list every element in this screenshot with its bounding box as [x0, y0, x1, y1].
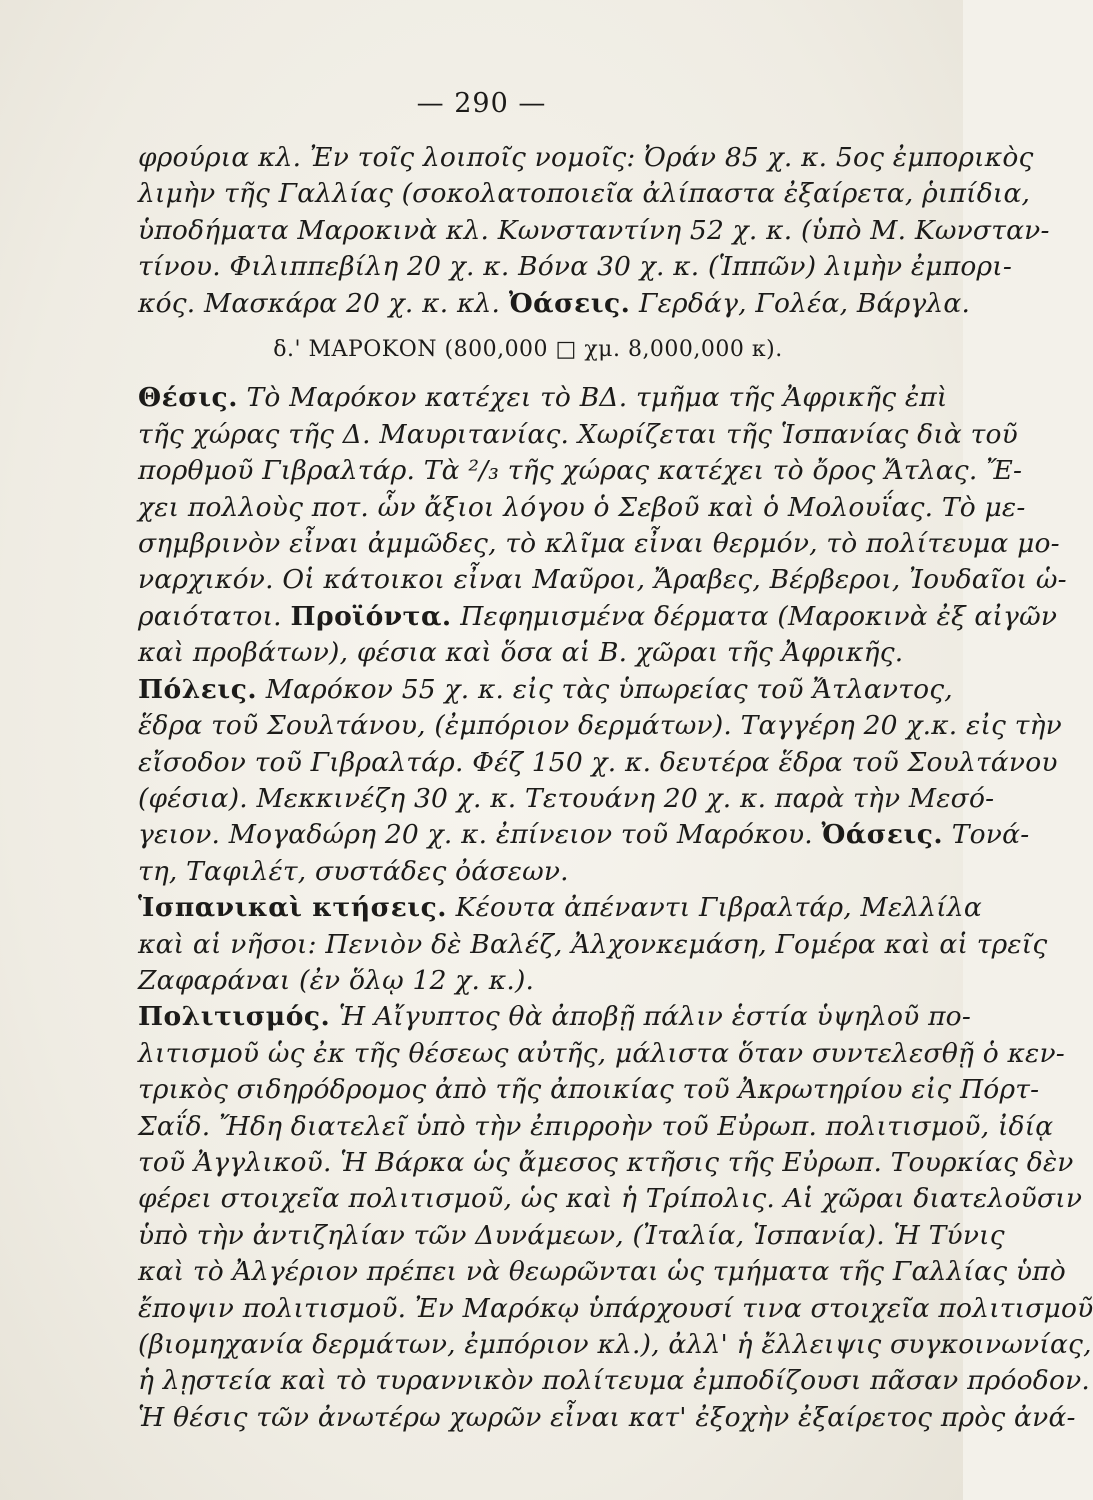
text-line: [138, 599, 1058, 635]
text-line: φέρει στοιχεῖα πολιτισμοῦ, ὡς καὶ ἡ Τρίπολις. Αἱ χῶραι διατελοῦσιν: [138, 1183, 1083, 1215]
text-line: τη, Ταφιλέτ, συστάδες ὀάσεων.: [138, 855, 569, 887]
line-rest: Τὸ Μαρόκον κατέχει τὸ ΒΔ. τμῆμα τῆς Ἀφρικῆς ἐπὶ: [237, 382, 948, 414]
section-heading: Θέσις.: [138, 382, 238, 414]
section-heading: Ἱσπανικαὶ κτήσεις.: [138, 892, 447, 924]
section-heading: Ὀάσεις.: [508, 287, 631, 319]
text-line: λιτισμοῦ ὡς ἐκ τῆς θέσεως αὐτῆς, μάλιστα ὅταν συντελεσθῇ ὁ κεν-: [138, 1037, 1065, 1069]
text-line: Σαΐδ. Ἤδη διατελεῖ ὑπὸ τὴν ἐπιρροὴν τοῦ Εὐρωπ. πολιτισμοῦ, ἰδίᾳ: [138, 1110, 1054, 1142]
text-line: καὶ προβάτων), φέσια καὶ ὅσα αἱ Β. χῶραι τῆς Ἀφρικῆς.: [138, 637, 904, 669]
text-line: καὶ αἱ νῆσοι: Πενιὸν δὲ Βαλέζ, Ἀλχονκεμάση, Γομέρα καὶ αἱ τρεῖς: [138, 928, 1048, 960]
text-line: φρούρια κλ. Ἐν τοῖς λοιποῖς νομοῖς: Ὀράν 85 χ. κ. 5ος ἐμπορικὸς: [138, 142, 1034, 173]
line-rest: Πεφημισμένα δέρματα (Μαροκινὰ ἐξ αἰγῶν: [451, 600, 1058, 632]
body-text: [138, 140, 1093, 1436]
text-line: πορθμοῦ Γιβραλτάρ. Τὰ ²/₃ τῆς χώρας κατέχει τὸ ὄρος Ἄτλας. Ἔ-: [138, 455, 1023, 487]
text-line: (φέσια). Μεκκινέζη 30 χ. κ. Τετουάνη 20 χ. κ. παρὰ τὴν Μεσό-: [138, 782, 995, 814]
section-heading: Ὀάσεις.: [821, 819, 944, 851]
text-line: εἴσοδον τοῦ Γιβραλτάρ. Φέζ 150 χ. κ. δευτέρα ἕδρα τοῦ Σουλτάνου: [138, 746, 1058, 778]
section-heading: Πόλεις.: [138, 673, 258, 705]
text-line: ἔποψιν πολιτισμοῦ. Ἐν Μαρόκῳ ὑπάρχουσί τινα στοιχεῖα πολιτισμοῦ: [138, 1292, 1093, 1324]
section-heading: Προϊόντα.: [290, 600, 452, 632]
text-line: [138, 672, 953, 708]
line-text: γειον. Μογαδώρη 20 χ. κ. ἐπίνειον τοῦ Μαρόκου.: [138, 819, 822, 851]
text-line: (βιομηχανία δερμάτων, ἐμπόριον κλ.), ἀλλ' ἡ ἔλλειψις συγκοινωνίας,: [138, 1329, 1092, 1360]
page-number: — 290 —: [416, 88, 547, 119]
text-line: Ἡ θέσις τῶν ἀνωτέρω χωρῶν εἶναι κατ' ἐξοχὴν ἐξαίρετος πρὸς ἀνά-: [138, 1401, 1076, 1433]
text-line: [138, 817, 1030, 853]
text-line: τρικὸς σιδηρόδρομος ἀπὸ τῆς ἀποικίας τοῦ Ἀκρωτηρίου εἰς Πόρτ-: [138, 1074, 1040, 1106]
line-rest: Τονά-: [943, 819, 1030, 851]
text-line: ναρχικόν. Οἱ κάτοικοι εἶναι Μαῦροι, Ἄραβες, Βέρβεροι, Ἰουδαῖοι ὡ-: [138, 564, 1067, 596]
text-line: ὑποδήματα Μαροκινὰ κλ. Κωνσταντίνη 52 χ. κ. (ὑπὸ Μ. Κωνσταν-: [138, 214, 1050, 246]
section-title: δ.' ΜΑΡΟΚΟΝ (800,000 □ χμ. 8,000,000 κ).: [273, 337, 783, 363]
line-rest: Μαρόκον 55 χ. κ. εἰς τὰς ὑπωρείας τοῦ Ἄτλαντος,: [257, 673, 953, 705]
text-line: καὶ τὸ Ἀλγέριον πρέπει νὰ θεωρῶνται ὡς τμήματα τῆς Γαλλίας ὑπὸ: [138, 1256, 1066, 1288]
line-text: κός. Μασκάρα 20 χ. κ. κλ.: [138, 287, 509, 319]
line-rest: Γερδάγ, Γολέα, Βάργλα.: [630, 287, 971, 319]
text-line: λιμὴν τῆς Γαλλίας (σοκολατοποιεῖα ἀλίπαστα ἐξαίρετα, ῥιπίδια,: [138, 178, 1031, 210]
text-line: ἡ λῃστεία καὶ τὸ τυραννικὸν πολίτευμα ἐμποδίζουσι πᾶσαν πρόοδον.: [138, 1365, 1091, 1397]
text-line: χει πολλοὺς ποτ. ὧν ἄξιοι λόγου ὁ Σεβοῦ καὶ ὁ Μολουΐας. Τὸ με-: [138, 491, 1026, 523]
line-rest: Κέουτα ἀπέναντι Γιβραλτάρ, Μελλίλα: [447, 892, 982, 924]
text-line: σημβρινὸν εἶναι ἀμμῶδες, τὸ κλῖμα εἶναι θερμόν, τὸ πολίτευμα μο-: [138, 528, 1060, 560]
text-line: [138, 999, 971, 1035]
text-line: τῆς χώρας τῆς Δ. Μαυριτανίας. Χωρίζεται τῆς Ἱσπανίας διὰ τοῦ: [138, 418, 1018, 450]
text-line: ἕδρα τοῦ Σουλτάνου, (ἐμπόριον δερμάτων). Ταγγέρη 20 χ.κ. εἰς τὴν: [138, 710, 1062, 742]
text-line: τοῦ Ἀγγλικοῦ. Ἡ Βάρκα ὡς ἄμεσος κτῆσις τῆς Εὐρωπ. Τουρκίας δὲν: [138, 1146, 1074, 1178]
text-line: [138, 380, 948, 416]
line-rest: Ἡ Αἴγυπτος θὰ ἀποβῇ πάλιν ἑστία ὑψηλοῦ πο-: [330, 1001, 971, 1033]
section-heading: Πολιτισμός.: [138, 1001, 331, 1033]
text-line: Ζαφαράναι (ἐν ὅλῳ 12 χ. κ.).: [138, 964, 535, 996]
text-line: ὑπὸ τὴν ἀντιζηλίαν τῶν Δυνάμεων, (Ἰταλία, Ἱσπανία). Ἡ Τύνις: [138, 1219, 1005, 1251]
text-line: [138, 890, 982, 926]
text-line: τίνου. Φιλιππεβίλη 20 χ. κ. Βόνα 30 χ. κ. (Ἱππῶν) λιμὴν ἐμπορι-: [138, 251, 1013, 283]
line-text: ραιότατοι.: [138, 600, 291, 632]
text-line: [138, 286, 971, 322]
